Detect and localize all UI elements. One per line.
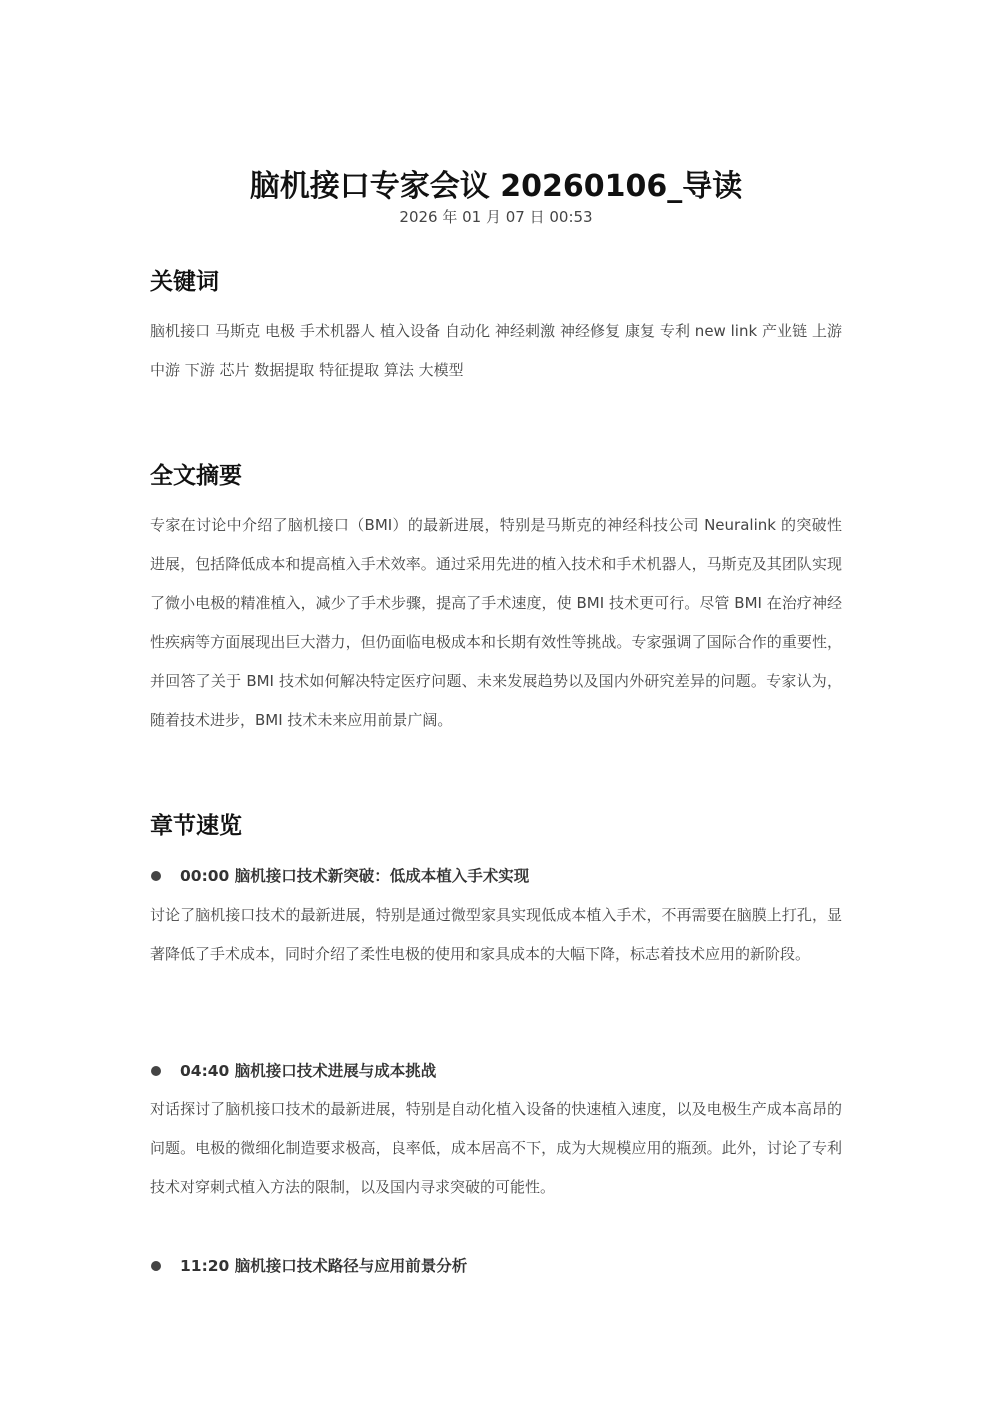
- keywords-heading: 关键词: [150, 269, 219, 295]
- document-date: 2026 年 01 月 07 日 00:53: [399, 208, 593, 226]
- summary-heading: 全文摘要: [150, 463, 242, 489]
- summary-text: 专家在讨论中介绍了脑机接口（BMI）的最新进展，特别是马斯克的神经科技公司 Neuralink 的突破性进展，包括降低成本和提高植入手术效率。通过采用先进的植入技术和手术机器人，马斯克及其团队实现了微小电极的精准植入，减少了手术步骤，提高了手术速度，使 BMI 技术更可行。尽管 BMI 在治疗神经性疾病等方面展现出巨大潜力，但仍面临电极成本和长期有效性等挑战。专家强调了国际合作的重要性，并回答了关于 BMI 技术如何解决特定医疗问题、未来发展趋势以及国内外研究差异的问题。专家认为，随着技术进步，BMI 技术未来应用前景广阔。: [150, 516, 842, 729]
- keywords-text: 脑机接口 马斯克 电极 手术机器人 植入设备 自动化 神经刺激 神经修复 康复 专利 new link 产业链 上游 中游 下游 芯片 数据提取 特征提取 算法 大模型: [150, 322, 842, 379]
- chapter-title-text: 00:00 脑机接口技术新突破：低成本植入手术实现: [180, 867, 530, 885]
- bullet-dot-icon: [151, 1066, 161, 1076]
- chapter-item-text: 讨论了脑机接口技术的最新进展，特别是通过微型家具实现低成本植入手术，不再需要在脑膜上打孔，显著降低了手术成本，同时介绍了柔性电极的使用和家具成本的大幅下降，标志着技术应用的新阶段。: [150, 906, 842, 963]
- chapter-item-title: [150, 864, 842, 888]
- chapter-title-text: 04:40 脑机接口技术进展与成本挑战: [180, 1062, 437, 1080]
- chapter-item-title: [150, 1254, 842, 1278]
- bullet-dot-icon: [151, 1261, 161, 1271]
- chapter-item-text: 对话探讨了脑机接口技术的最新进展，特别是自动化植入设备的快速植入速度，以及电极生产成本高昂的问题。电极的微细化制造要求极高，良率低，成本居高不下，成为大规模应用的瓶颈。此外，讨论了专利技术对穿刺式植入方法的限制，以及国内寻求突破的可能性。: [150, 1100, 842, 1196]
- chapter-item-title: [150, 1059, 842, 1083]
- chapter-title-text: 11:20 脑机接口技术路径与应用前景分析: [180, 1257, 468, 1275]
- chapters-heading: 章节速览: [150, 813, 242, 839]
- document-title: 脑机接口专家会议 20260106_导读: [249, 169, 743, 205]
- bullet-dot-icon: [151, 871, 161, 881]
